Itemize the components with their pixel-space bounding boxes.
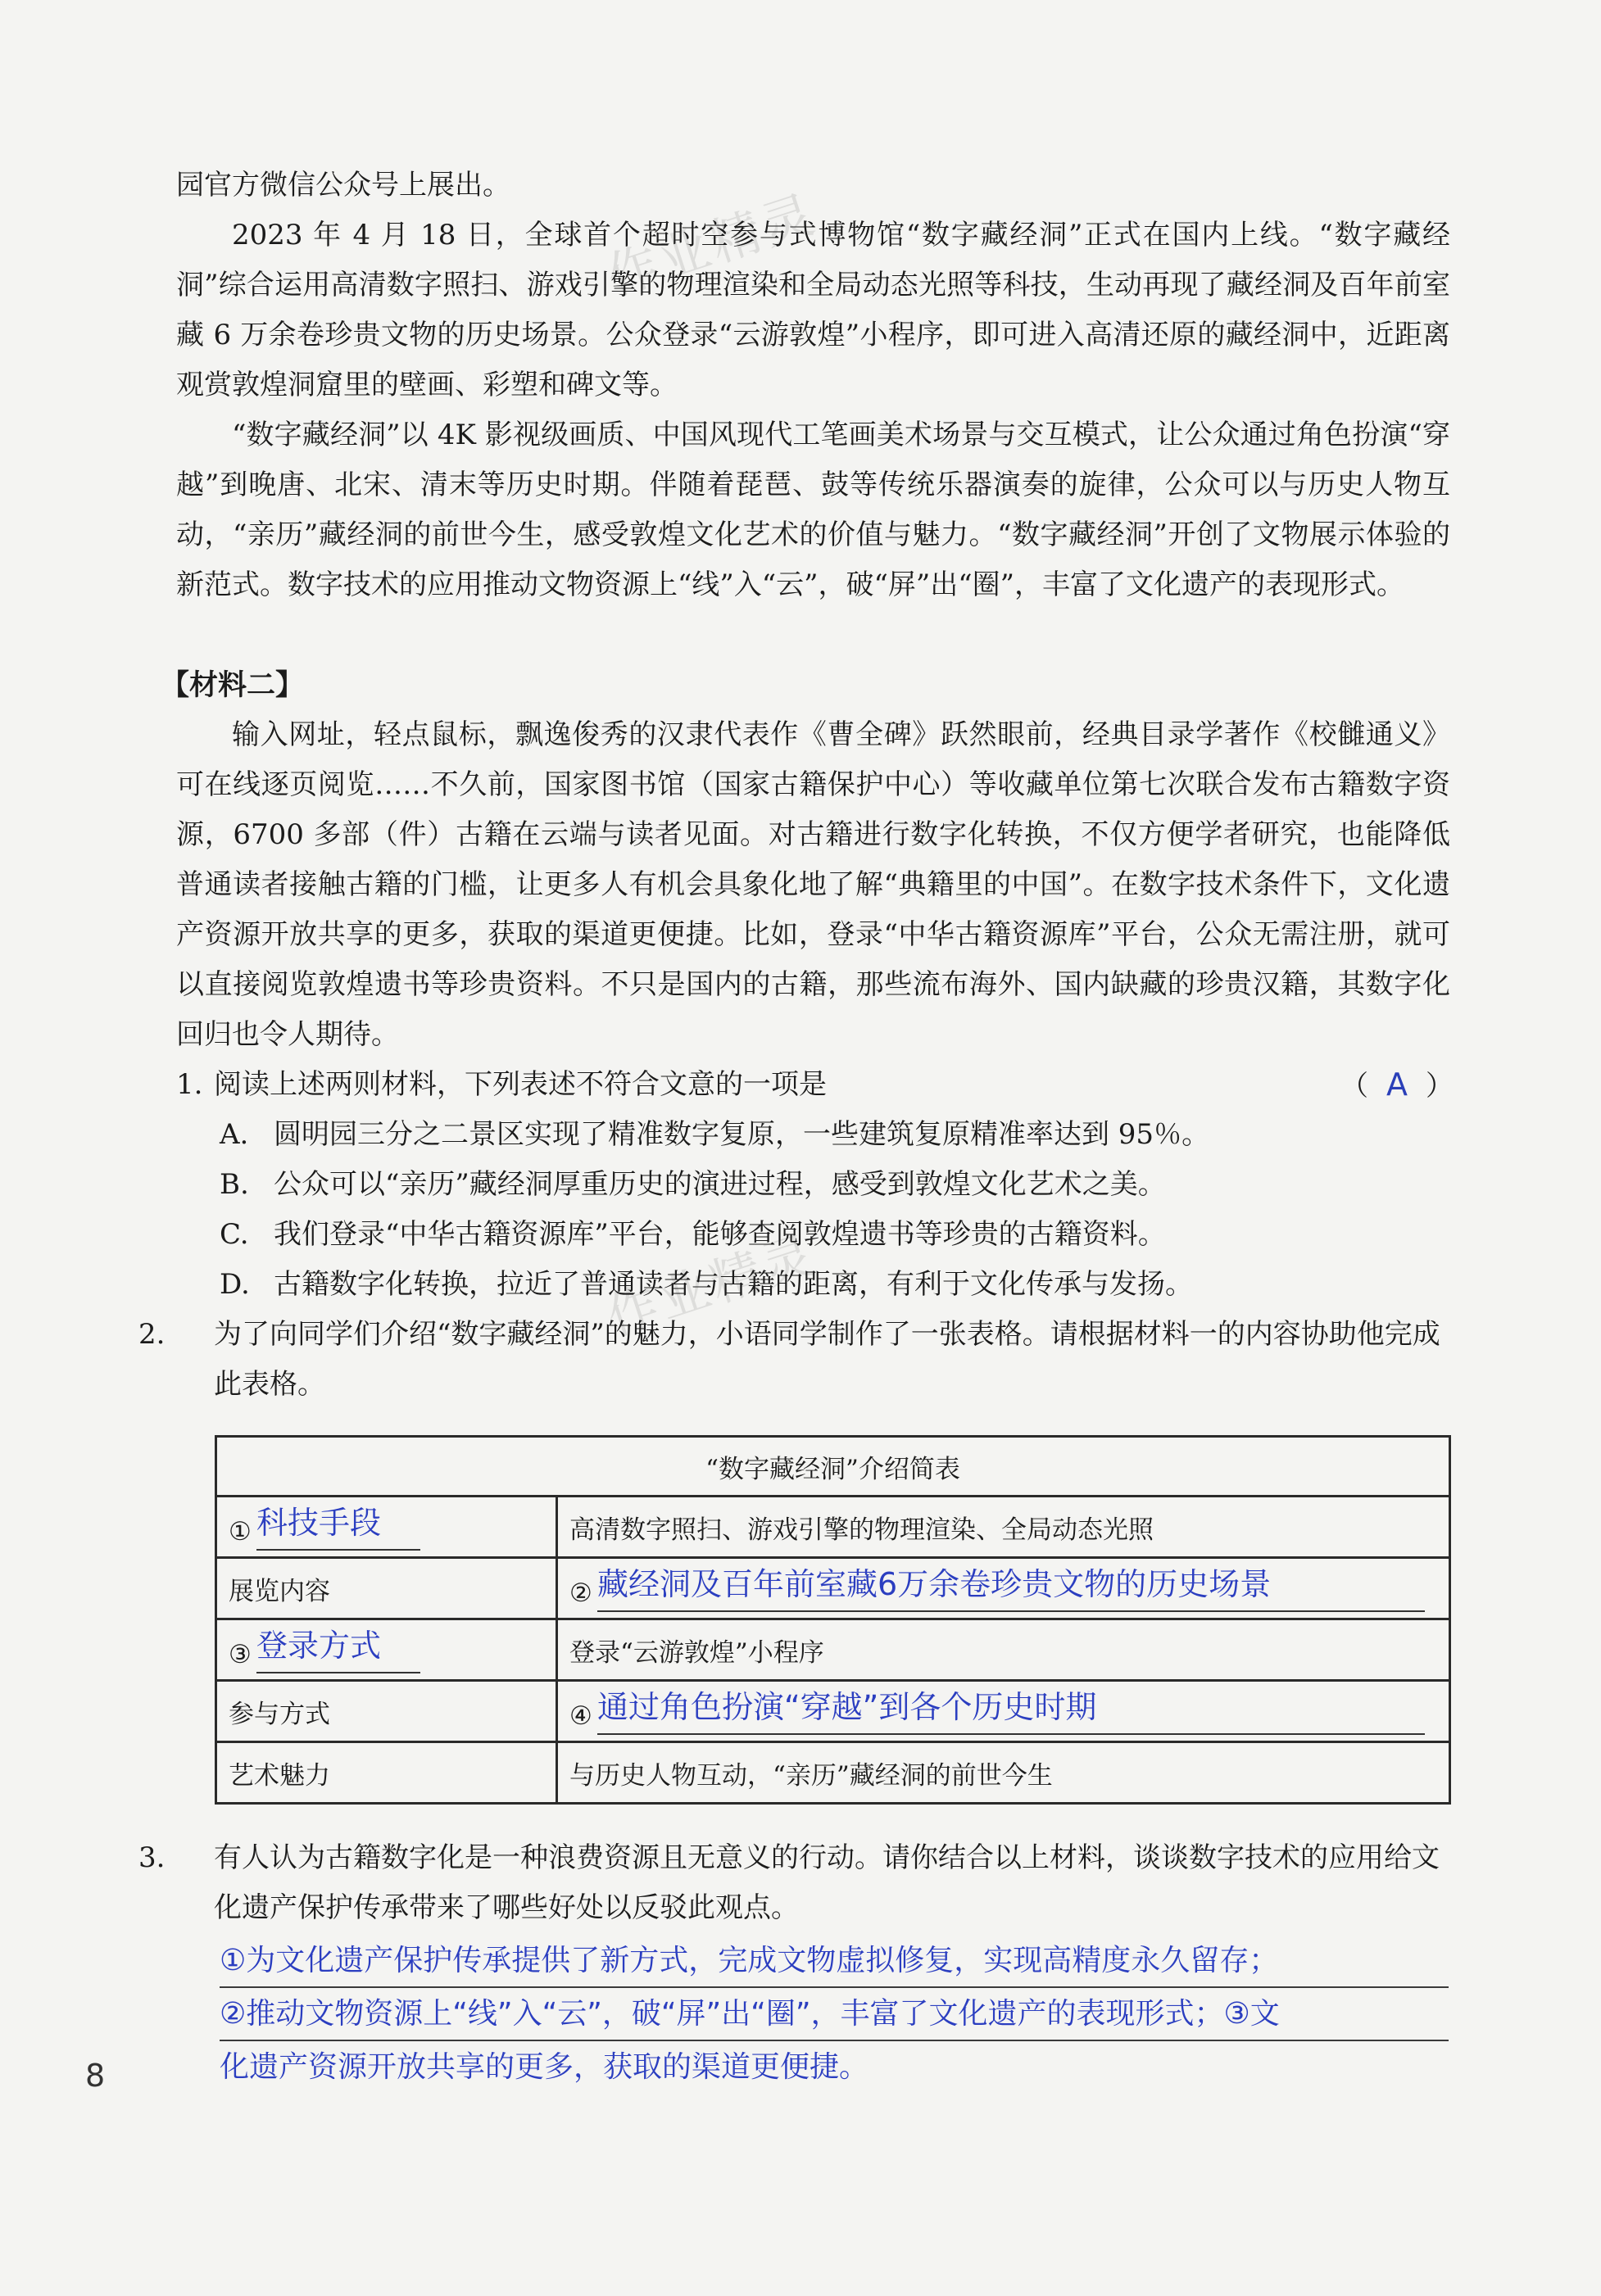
handwritten-answer: 科技手段 — [256, 1504, 382, 1541]
question-text: 有人认为古籍数字化是一种浪费资源且无意义的行动。请你结合以上材料，谈谈数字技术的应用给文化遗产保护传承带来了哪些好处以反驳此观点。 — [214, 1841, 1440, 1924]
paragraph-continued: 园官方微信公众号上展出。 — [176, 169, 510, 202]
answer-bracket: （ A ） — [1340, 1066, 1454, 1103]
answer-line: ②推动文物资源上“线”入“云”，破“屏”出“圈”，丰富了文化遗产的表现形式；③文 — [220, 1988, 1449, 2041]
handwritten-answer: 藏经洞及百年前室藏6万余卷珍贵文物的历史场景 — [597, 1565, 1272, 1602]
question-text: 为了向同学们介绍“数字藏经洞”的魅力，小语同学制作了一张表格。请根据材料一的内容协助他完成此表格。 — [214, 1318, 1440, 1401]
page-number: 8 — [85, 2058, 106, 2094]
answer-line: ①为文化遗产保护传承提供了新方式，完成文物虚拟修复，实现高精度永久留存； — [220, 1935, 1449, 1988]
paragraph-material1-b: “数字藏经洞”以 4K 影视级画质、中国风现代工笔画美术场景与交互模式，让公众通过角色扮演“穿越”到晚唐、北宋、清末等历史时期。伴随着琵琶、鼓等传统乐器演奏的旋律，公众可以与历史人物互动，“亲历”藏经洞的前世今生，感受敦煌文化艺术的价值与魅力。“数字藏经洞”开创了文物展示体验的新范式。数字技术的应用推动文物资源上“线”入“云”，破“屏”出“圈”，丰富了文化遗产的表现形式。 — [176, 419, 1450, 601]
intro-table — [215, 1435, 1451, 1805]
question-3 — [138, 1833, 1450, 1933]
question-number: 1. — [176, 1068, 203, 1101]
handwritten-answer: 通过角色扮演“穿越”到各个历史时期 — [597, 1688, 1097, 1725]
watermark: 作业精灵 — [599, 1223, 824, 1347]
paragraph-material2: 输入网址，轻点鼠标，飘逸俊秀的汉隶代表作《曹全碑》跃然眼前，经典目录学著作《校雠通义》可在线逐页阅览……不久前，国家图书馆（国家古籍保护中心）等收藏单位第七次联合发布古籍数字资源，6700 多部（件）古籍在云端与读者见面。对古籍进行数字化转换，不仅方便学者研究，也能降低普通读者接触古籍的门槛，让更多人有机会具象化地了解“典籍里的中国”。在数字技术条件下，文化遗产资源开放共享的更多，获取的渠道更便捷。比如，登录“中华古籍资源库”平台，公众无需注册，就可以直接阅览敦煌遗书等珍贵资料。不只是国内的古籍，那些流布海外、国内缺藏的珍贵汉籍，其数字化回归也令人期待。 — [176, 718, 1450, 1051]
table-row: ① 科技手段 高清数字照扫、游戏引擎的物理渲染、全局动态光照 — [216, 1497, 1450, 1558]
handwritten-answer: 登录方式 — [256, 1627, 382, 1664]
table-row: 参与方式 ④ 通过角色扮演“穿越”到各个历史时期 — [216, 1681, 1450, 1742]
option-c: C. 我们登录“中华古籍资源库”平台，能够查阅敦煌遗书等珍贵的古籍资料。 — [220, 1218, 1166, 1251]
table-caption: “数字藏经洞”介绍简表 — [216, 1437, 1450, 1497]
table-row: ③ 登录方式 登录“云游敦煌”小程序 — [216, 1619, 1450, 1681]
table-row: 展览内容 ② 藏经洞及百年前室藏6万余卷珍贵文物的历史场景 — [216, 1558, 1450, 1619]
question-number: 2. — [138, 1318, 166, 1351]
handwritten-answer-block — [220, 1935, 1449, 2093]
question-2 — [138, 1310, 1450, 1410]
section-header-material2: 【材料二】 — [161, 668, 305, 702]
paragraph-material1-a: 2023 年 4 月 18 日，全球首个超时空参与式博物馆“数字藏经洞”正式在国内上线。“数字藏经洞”综合运用高清数字照扫、游戏引擎的物理渲染和全局动态光照等科技，生动再现了藏经洞及百年前室藏 6 万余卷珍贵文物的历史场景。公众登录“云游敦煌”小程序，即可进入高清还原的藏经洞中，近距离观赏敦煌洞窟里的壁画、彩塑和碑文等。 — [176, 219, 1450, 401]
watermark: 作业精灵 — [599, 183, 824, 307]
table-row: 艺术魅力 与历史人物互动，“亲历”藏经洞的前世今生 — [216, 1742, 1450, 1804]
option-b: B. 公众可以“亲历”藏经洞厚重历史的演进过程，感受到敦煌文化艺术之美。 — [220, 1168, 1166, 1201]
question-number: 3. — [138, 1841, 166, 1874]
question-1 — [176, 1060, 1450, 1110]
option-d: D. 古籍数字化转换，拉近了普通读者与古籍的距离，有利于文化传承与发扬。 — [220, 1268, 1193, 1301]
option-a: A. 圆明园三分之二景区实现了精准数字复原，一些建筑复原精准率达到 95％。 — [220, 1118, 1210, 1151]
handwritten-answer: A — [1386, 1066, 1408, 1103]
question-text: 阅读上述两则材料，下列表述不符合文意的一项是 — [214, 1068, 827, 1101]
answer-line: 化遗产资源开放共享的更多，获取的渠道更便捷。 — [220, 2050, 869, 2084]
